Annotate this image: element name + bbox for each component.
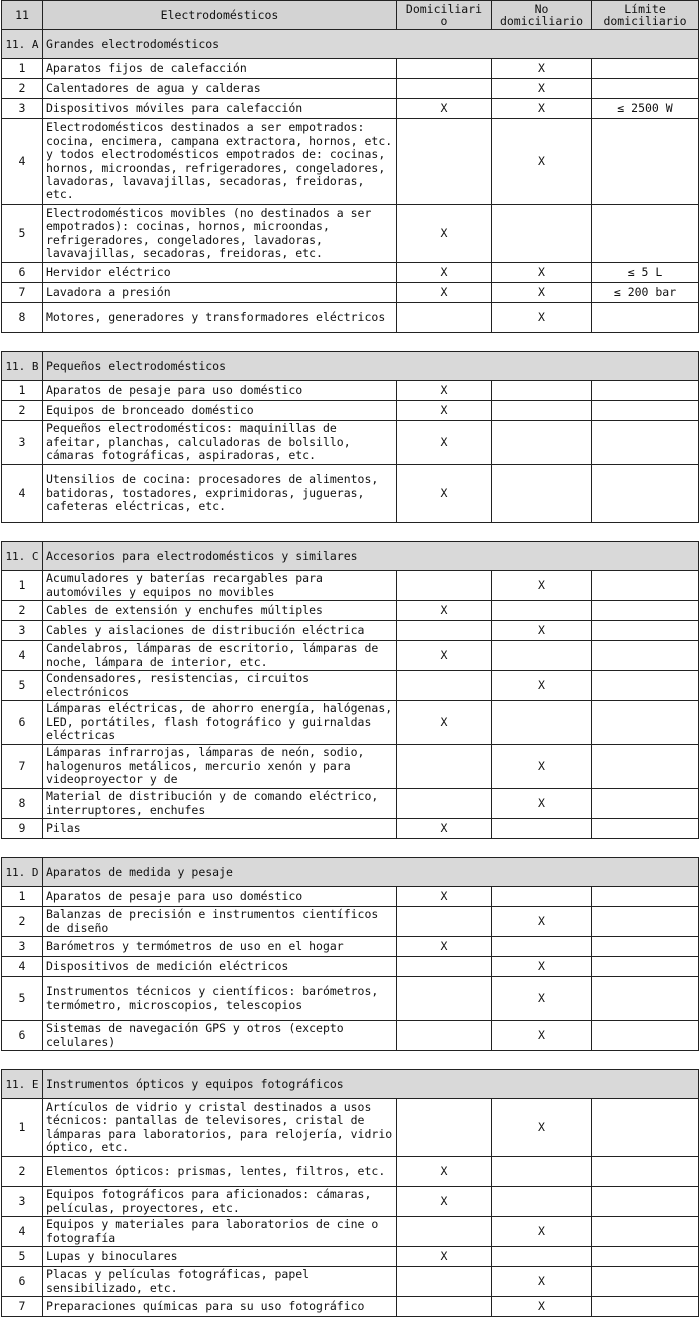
row-number: 5 [2,671,43,701]
table-row [2,1099,699,1157]
row-domiciliario-mark: X [397,701,492,745]
row-number: 6 [2,701,43,745]
row-no-domiciliario-mark [492,641,592,671]
row-limite [592,1099,699,1157]
row-limite [592,671,699,701]
row-limite [592,621,699,641]
row-domiciliario-mark: X [397,1157,492,1187]
section-code: 11. E [2,1070,43,1099]
row-domiciliario-mark [397,1297,492,1317]
row-domiciliario-mark: X [397,819,492,839]
row-limite: ≤ 200 bar [592,283,699,303]
row-description: Cables y aislaciones de distribución eléctrica [43,621,397,641]
table-row [2,205,699,263]
row-limite [592,601,699,621]
row-no-domiciliario-mark: X [492,789,592,819]
row-no-domiciliario-mark: X [492,59,592,79]
row-description: Elementos ópticos: prismas, lentes, filtros, etc. [43,1157,397,1187]
row-domiciliario-mark [397,1217,492,1247]
row-no-domiciliario-mark [492,465,592,523]
row-no-domiciliario-mark [492,887,592,907]
row-number: 4 [2,1217,43,1247]
table-row [2,745,699,789]
row-number: 6 [2,1267,43,1297]
row-domiciliario-mark [397,671,492,701]
row-domiciliario-mark [397,59,492,79]
row-number: 2 [2,907,43,937]
row-number: 4 [2,957,43,977]
row-description: Lámparas eléctricas, de ahorro energía, halógenas, LED, portátiles, flash fotográfico y guirnaldas eléctricas [43,701,397,745]
section-header-row [2,1070,699,1099]
row-description: Pilas [43,819,397,839]
row-domiciliario-mark [397,745,492,789]
row-limite [592,745,699,789]
row-description: Utensilios de cocina: procesadores de alimentos, batidoras, tostadores, exprimidoras, jugueras, cafeteras eléctricas, etc. [43,465,397,523]
row-limite [592,1187,699,1217]
row-description: Condensadores, resistencias, circuitos electrónicos [43,671,397,701]
section-title: Pequeños electrodomésticos [43,352,699,381]
row-no-domiciliario-mark: X [492,1217,592,1247]
row-no-domiciliario-mark: X [492,745,592,789]
row-number: 5 [2,1247,43,1267]
row-limite [592,1297,699,1317]
table-row [2,601,699,621]
row-limite [592,1217,699,1247]
row-no-domiciliario-mark: X [492,1099,592,1157]
section-code: 11. D [2,858,43,887]
row-limite [592,819,699,839]
row-number: 1 [2,887,43,907]
row-limite [592,641,699,671]
row-description: Aparatos de pesaje para uso doméstico [43,887,397,907]
table-row [2,99,699,119]
table-row [2,421,699,465]
section-title: Accesorios para electrodomésticos y similares [43,542,699,571]
row-domiciliario-mark: X [397,421,492,465]
row-number: 2 [2,79,43,99]
table-row [2,263,699,283]
row-number: 6 [2,1021,43,1051]
table-row [2,1217,699,1247]
row-description: Electrodomésticos movibles (no destinados a ser empotrados): cocinas, hornos, microondas, refrigeradores, congeladores, lavadoras, lavavajillas, secadoras, freidoras, etc. [43,205,397,263]
row-no-domiciliario-mark [492,1157,592,1187]
row-domiciliario-mark: X [397,1247,492,1267]
row-domiciliario-mark [397,1021,492,1051]
row-domiciliario-mark: X [397,937,492,957]
table-row [2,621,699,641]
row-no-domiciliario-mark [492,421,592,465]
table-row [2,119,699,205]
row-number: 4 [2,119,43,205]
row-description: Equipos y materiales para laboratorios de cine o fotografía [43,1217,397,1247]
row-domiciliario-mark [397,303,492,333]
row-domiciliario-mark: X [397,381,492,401]
section-gap [2,839,699,858]
section-header-row [2,352,699,381]
table-row [2,701,699,745]
row-description: Equipos fotográficos para aficionados: cámaras, películas, proyectores, etc. [43,1187,397,1217]
row-number: 8 [2,303,43,333]
row-limite [592,421,699,465]
section-code: 11. B [2,352,43,381]
row-number: 8 [2,789,43,819]
row-number: 3 [2,1187,43,1217]
row-domiciliario-mark: X [397,401,492,421]
row-no-domiciliario-mark: X [492,1297,592,1317]
table-row [2,641,699,671]
table-row [2,303,699,333]
row-limite [592,1157,699,1187]
section-code: 11. A [2,30,43,59]
row-limite: ≤ 5 L [592,263,699,283]
header-code: 11 [2,1,43,30]
row-domiciliario-mark: X [397,887,492,907]
header-limite-domiciliario: Límite domiciliario [592,1,699,30]
row-number: 3 [2,99,43,119]
row-description: Lupas y binoculares [43,1247,397,1267]
row-domiciliario-mark [397,789,492,819]
row-limite: ≤ 2500 W [592,99,699,119]
row-limite [592,977,699,1021]
table-row [2,571,699,601]
row-domiciliario-mark: X [397,205,492,263]
row-number: 4 [2,641,43,671]
row-no-domiciliario-mark: X [492,671,592,701]
row-limite [592,1247,699,1267]
table-row [2,381,699,401]
table-row [2,283,699,303]
row-domiciliario-mark: X [397,263,492,283]
row-limite [592,1267,699,1297]
row-domiciliario-mark [397,957,492,977]
row-limite [592,381,699,401]
row-description: Aparatos de pesaje para uso doméstico [43,381,397,401]
row-number: 2 [2,601,43,621]
section-gap [2,1051,699,1070]
row-number: 5 [2,205,43,263]
row-no-domiciliario-mark [492,937,592,957]
row-limite [592,1021,699,1051]
row-domiciliario-mark: X [397,641,492,671]
row-no-domiciliario-mark: X [492,1267,592,1297]
table-row [2,1187,699,1217]
row-domiciliario-mark [397,1267,492,1297]
row-number: 7 [2,1297,43,1317]
row-number: 3 [2,621,43,641]
section-header-row [2,858,699,887]
row-limite [592,571,699,601]
row-number: 3 [2,421,43,465]
table-row [2,401,699,421]
row-number: 4 [2,465,43,523]
row-description: Balanzas de precisión e instrumentos científicos de diseño [43,907,397,937]
row-description: Lavadora a presión [43,283,397,303]
section-header-row [2,30,699,59]
row-no-domiciliario-mark: X [492,1021,592,1051]
row-no-domiciliario-mark [492,1187,592,1217]
row-limite [592,887,699,907]
row-number: 1 [2,381,43,401]
row-description: Aparatos fijos de calefacción [43,59,397,79]
header-title: Electrodomésticos [43,1,397,30]
table-row [2,977,699,1021]
row-no-domiciliario-mark: X [492,977,592,1021]
row-description: Motores, generadores y transformadores eléctricos [43,303,397,333]
section-header-row [2,542,699,571]
table-row [2,465,699,523]
row-number: 2 [2,1157,43,1187]
row-number: 1 [2,571,43,601]
row-description: Sistemas de navegación GPS y otros (excepto celulares) [43,1021,397,1051]
row-description: Acumuladores y baterías recargables para automóviles y equipos no movibles [43,571,397,601]
row-description: Barómetros y termómetros de uso en el hogar [43,937,397,957]
header-no-domiciliario: No domiciliario [492,1,592,30]
row-no-domiciliario-mark: X [492,119,592,205]
row-no-domiciliario-mark: X [492,303,592,333]
section-code: 11. C [2,542,43,571]
row-limite [592,205,699,263]
section-gap [2,523,699,542]
row-no-domiciliario-mark [492,1247,592,1267]
row-description: Electrodomésticos destinados a ser empotrados: cocina, encimera, campana extractora, hornos, etc. y todos electrodomésticos empotrados de: cocinas, hornos, microondas, refrigeradores, congeladores, lavadoras, lavavajillas, secadoras, freidoras, etc. [43,119,397,205]
row-description: Lámparas infrarrojas, lámparas de neón, sodio, halogenuros metálicos, mercurio xenón y para videoproyector y de [43,745,397,789]
table-row [2,1267,699,1297]
row-number: 6 [2,263,43,283]
row-number: 1 [2,1099,43,1157]
row-description: Calentadores de agua y calderas [43,79,397,99]
row-number: 3 [2,937,43,957]
row-no-domiciliario-mark [492,601,592,621]
row-domiciliario-mark: X [397,283,492,303]
row-description: Candelabros, lámparas de escritorio, lámparas de noche, lámpara de interior, etc. [43,641,397,671]
section-title: Instrumentos ópticos y equipos fotográficos [43,1070,699,1099]
row-limite [592,937,699,957]
row-no-domiciliario-mark [492,819,592,839]
row-no-domiciliario-mark [492,205,592,263]
table-row [2,1247,699,1267]
row-description: Material de distribución y de comando eléctrico, interruptores, enchufes [43,789,397,819]
row-domiciliario-mark: X [397,601,492,621]
table-row [2,59,699,79]
row-no-domiciliario-mark: X [492,99,592,119]
row-limite [592,465,699,523]
table-header-row [2,1,699,30]
row-domiciliario-mark [397,977,492,1021]
row-limite [592,957,699,977]
table-row [2,789,699,819]
table-row [2,907,699,937]
row-domiciliario-mark [397,79,492,99]
row-domiciliario-mark [397,907,492,937]
row-description: Hervidor eléctrico [43,263,397,283]
row-no-domiciliario-mark: X [492,283,592,303]
section-gap [2,333,699,352]
row-limite [592,401,699,421]
row-limite [592,79,699,99]
row-no-domiciliario-mark: X [492,263,592,283]
table-row [2,1021,699,1051]
row-number: 2 [2,401,43,421]
row-description: Preparaciones químicas para su uso fotográfico [43,1297,397,1317]
row-limite [592,119,699,205]
header-domiciliario: Domiciliari o [397,1,492,30]
row-domiciliario-mark: X [397,465,492,523]
row-number: 5 [2,977,43,1021]
table-row [2,819,699,839]
row-limite [592,789,699,819]
row-number: 7 [2,283,43,303]
row-no-domiciliario-mark: X [492,571,592,601]
table-row [2,957,699,977]
row-no-domiciliario-mark: X [492,907,592,937]
row-description: Placas y películas fotográficas, papel sensibilizado, etc. [43,1267,397,1297]
table-row [2,887,699,907]
row-no-domiciliario-mark [492,401,592,421]
row-domiciliario-mark [397,621,492,641]
table-row [2,1157,699,1187]
row-description: Artículos de vidrio y cristal destinados a usos técnicos: pantallas de televisores, cristal de lámparas para laboratorios, para relojería, vidrio óptico, etc. [43,1099,397,1157]
row-number: 7 [2,745,43,789]
row-domiciliario-mark [397,1099,492,1157]
row-domiciliario-mark [397,119,492,205]
appliance-table [1,0,699,1317]
row-limite [592,907,699,937]
row-no-domiciliario-mark: X [492,957,592,977]
section-title: Aparatos de medida y pesaje [43,858,699,887]
table-row [2,79,699,99]
row-domiciliario-mark [397,571,492,601]
row-description: Dispositivos de medición eléctricos [43,957,397,977]
row-no-domiciliario-mark: X [492,621,592,641]
section-title: Grandes electrodomésticos [43,30,699,59]
row-domiciliario-mark: X [397,1187,492,1217]
row-description: Cables de extensión y enchufes múltiples [43,601,397,621]
row-description: Instrumentos técnicos y científicos: barómetros, termómetro, microscopios, telescopios [43,977,397,1021]
row-no-domiciliario-mark [492,381,592,401]
row-limite [592,701,699,745]
table-row [2,937,699,957]
row-no-domiciliario-mark [492,701,592,745]
row-description: Pequeños electrodomésticos: maquinillas de afeitar, planchas, calculadoras de bolsillo, cámaras fotográficas, aspiradoras, etc. [43,421,397,465]
row-limite [592,59,699,79]
row-limite [592,303,699,333]
row-no-domiciliario-mark: X [492,79,592,99]
row-number: 1 [2,59,43,79]
row-description: Dispositivos móviles para calefacción [43,99,397,119]
row-domiciliario-mark: X [397,99,492,119]
row-description: Equipos de bronceado doméstico [43,401,397,421]
table-row [2,1297,699,1317]
row-number: 9 [2,819,43,839]
table-row [2,671,699,701]
